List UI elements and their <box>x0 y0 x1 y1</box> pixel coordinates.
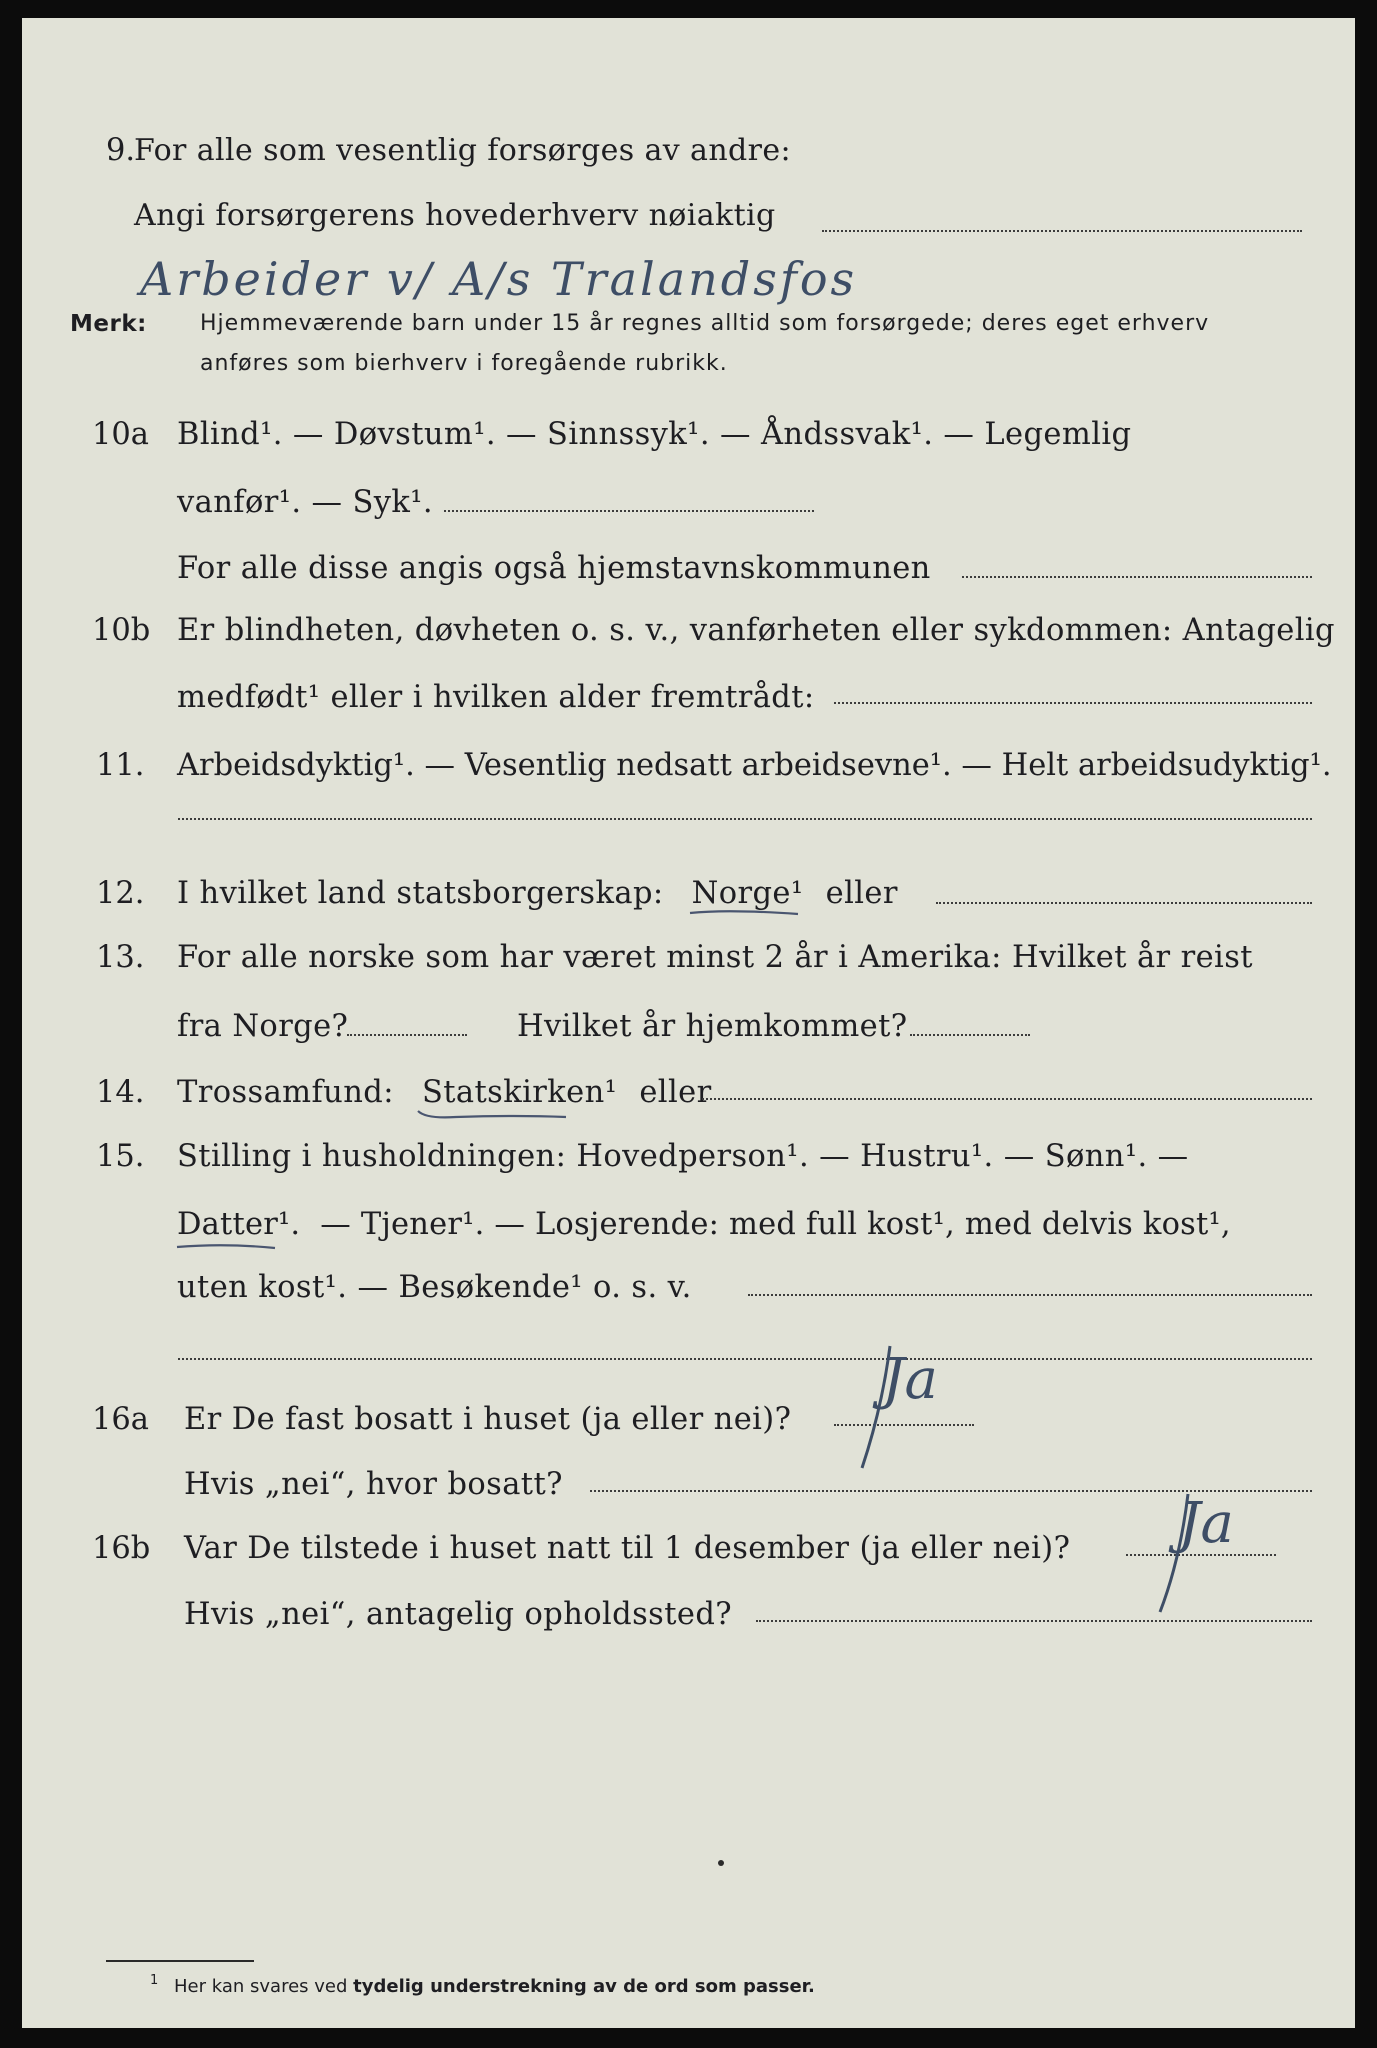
q16b-line-2: Hvis „nei“, antagelig opholdssted? <box>184 1597 732 1632</box>
q13-number: 13. <box>96 940 145 975</box>
q10b-number: 10b <box>92 613 151 648</box>
q9-heading: For alle som vesentlig forsørges av andre: <box>134 133 792 168</box>
q10a-kommune-line[interactable] <box>962 576 1312 578</box>
q10b-line-2: medfødt¹ eller i hvilken alder fremtrådt: <box>177 680 815 715</box>
q11-answer-line[interactable] <box>178 818 1312 820</box>
q16a-number: 16a <box>92 1402 149 1437</box>
q14-answer-line[interactable] <box>702 1098 1312 1100</box>
q16a-answer-text: Ja <box>882 1347 938 1412</box>
q12-suffix: eller <box>825 876 898 911</box>
footnote <box>150 1973 815 1997</box>
merk-line-1: Hjemmeværende barn under 15 år regnes alltid som forsørgede; deres eget erhverv <box>200 311 1210 336</box>
footnote-rule <box>106 1960 254 1962</box>
q10a-line-1: Blind¹. — Døvstum¹. — Sinnssyk¹. — Åndssvak¹. — Legemlig <box>177 417 1132 452</box>
q15-option-datter[interactable] <box>177 1207 310 1242</box>
q12-option-text: Norge¹ <box>691 876 804 911</box>
q14-suffix: eller <box>639 1075 712 1110</box>
footnote-text: Her kan svares ved <box>174 1976 348 1997</box>
q10a-syk-line[interactable] <box>444 510 814 512</box>
q13-line-2b: Hvilket år hjemkommet? <box>517 1009 908 1044</box>
q10b-answer-line[interactable] <box>834 702 1312 704</box>
q9-answer-line[interactable] <box>822 230 1302 232</box>
q10a-line-2: vanfør¹. — Syk¹. <box>177 485 434 520</box>
q14-line <box>177 1075 712 1110</box>
q16a-handwritten-answer <box>812 1338 1012 1502</box>
q15-number: 15. <box>96 1139 145 1174</box>
q10a-line-3: For alle disse angis også hjemstavnskommunen <box>177 551 931 586</box>
q15-option-text: Datter¹. <box>177 1207 301 1242</box>
q14-option-statskirken[interactable] <box>422 1075 627 1110</box>
q15-answer-line-2[interactable] <box>178 1358 1312 1360</box>
q15-line-3: uten kost¹. — Besøkende¹ o. s. v. <box>177 1270 692 1305</box>
q10b-line-1: Er blindheten, døvheten o. s. v., vanførheten eller sykdommen: Antagelig <box>177 613 1335 648</box>
q16a-line-2: Hvis „nei“, hvor bosatt? <box>184 1467 563 1502</box>
q15-line-1: Stilling i husholdningen: Hovedperson¹. — Hustru¹. — Sønn¹. — <box>177 1139 1189 1174</box>
q13-line-1: For alle norske som har været minst 2 år i Amerika: Hvilket år reist <box>177 940 1253 975</box>
q12-line <box>177 876 898 911</box>
q12-option-norge[interactable] <box>692 876 814 911</box>
q15-underline-mark <box>175 1241 285 1255</box>
q9-number: 9. <box>106 133 136 168</box>
q9-question: Angi forsørgerens hovederhverv nøiaktig <box>134 198 776 233</box>
footnote-bold: tydelig understrekning av de ord som passer. <box>353 1976 815 1997</box>
q12-number: 12. <box>96 876 145 911</box>
q13-hjemkommet-line[interactable] <box>910 1034 1030 1036</box>
q13-reist-line[interactable] <box>347 1034 467 1036</box>
q9-answer-text: Arbeider v/ A/s Tralandsfos <box>140 252 858 306</box>
q14-underline-mark <box>416 1107 616 1123</box>
q15-line-2-rest: — Tjener¹. — Losjerende: med full kost¹, med delvis kost¹, <box>320 1207 1231 1242</box>
q12-underline-mark <box>688 906 808 920</box>
q16b-opholdssted-line[interactable] <box>756 1620 1312 1622</box>
ink-dot <box>718 1860 724 1866</box>
q16a-line-1: Er De fast bosatt i huset (ja eller nei)? <box>184 1402 792 1437</box>
q10a-number: 10a <box>92 417 149 452</box>
q15-line-2 <box>177 1207 1231 1242</box>
q14-option-text: Statskirken¹ <box>421 1075 618 1110</box>
q14-number: 14. <box>96 1075 145 1110</box>
footnote-mark: 1 <box>150 1973 159 1988</box>
q13-line-2a: fra Norge? <box>177 1009 349 1044</box>
q11-line-1: Arbeidsdyktig¹. — Vesentlig nedsatt arbeidsevne¹. — Helt arbeidsudyktig¹. <box>177 748 1332 783</box>
q14-prefix: Trossamfund: <box>177 1075 394 1110</box>
q16b-line-1: Var De tilstede i huset natt til 1 desember (ja eller nei)? <box>184 1531 1071 1566</box>
q16b-answer-text: Ja <box>1178 1491 1234 1556</box>
q12-prefix: I hvilket land statsborgerskap: <box>177 876 664 911</box>
merk-line-2: anføres som bierhverv i foregående rubrikk. <box>200 351 728 376</box>
form-sheet <box>22 18 1355 2028</box>
q15-answer-line[interactable] <box>748 1294 1312 1296</box>
q16b-number: 16b <box>92 1531 151 1566</box>
q11-number: 11. <box>96 748 145 783</box>
q12-answer-line[interactable] <box>936 902 1312 904</box>
merk-label: Merk: <box>70 311 147 337</box>
